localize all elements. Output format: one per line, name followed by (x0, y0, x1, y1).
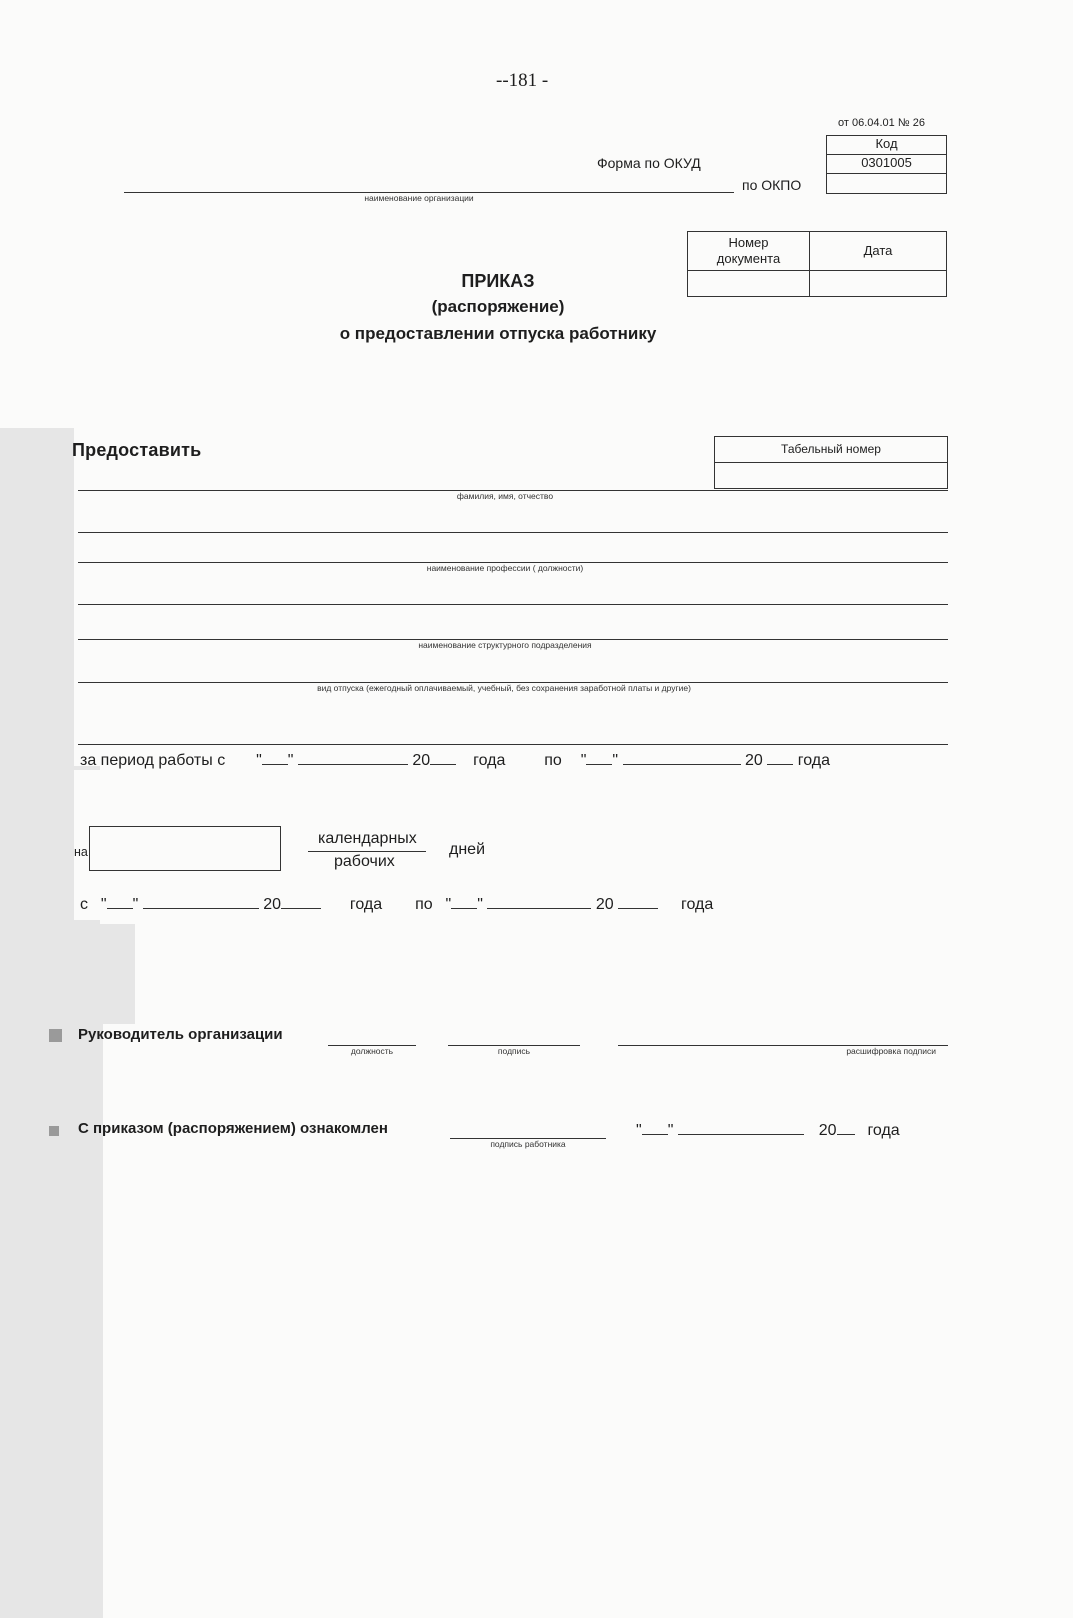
okud-code: 0301005 (861, 155, 912, 170)
department-caption: наименование структурного подразделения (418, 640, 592, 650)
scan-marker-2 (49, 1126, 59, 1136)
extra-line-3[interactable] (78, 744, 948, 745)
employee-signature-caption: подпись работника (490, 1139, 566, 1149)
period-quote-open: " (256, 752, 262, 769)
doc-number-value[interactable] (687, 270, 810, 297)
dates-from-year-prefix: 20 (263, 896, 281, 913)
dates-quote-close-2: " (477, 896, 483, 913)
okpo-label: по ОКПО (742, 177, 802, 193)
period-to-year-prefix: 20 (745, 752, 763, 769)
ack-date-row (636, 1120, 900, 1140)
period-quote-close: " (287, 752, 294, 769)
doc-date-header (809, 231, 947, 271)
period-row (80, 750, 830, 770)
period-quote-open-2: " (580, 752, 587, 769)
dates-row (80, 894, 713, 914)
okud-code-cell[interactable] (826, 154, 947, 174)
dates-from-day[interactable] (107, 894, 133, 909)
doc-number-header-line2: документа (716, 251, 781, 266)
duration-on: на (74, 845, 88, 859)
organization-caption: наименование организации (364, 193, 474, 203)
ack-day[interactable] (642, 1120, 668, 1135)
form-reference: от 06.04.01 № 26 (838, 117, 925, 129)
ack-quote-close: " (667, 1122, 674, 1139)
tab-number-header-text: Табельный номер (781, 442, 881, 456)
dates-to-year[interactable] (618, 894, 658, 909)
duration-calendar: календарных (318, 830, 417, 847)
period-from-day[interactable] (262, 750, 288, 765)
days-count-box[interactable] (89, 826, 281, 871)
scan-marker-1 (49, 1029, 62, 1042)
dates-to-day[interactable] (451, 894, 477, 909)
doc-number-header-line1: Номер (728, 235, 769, 250)
ack-year-word: года (867, 1122, 900, 1139)
dates-to-year-word: года (680, 896, 714, 913)
dates-from-year[interactable] (281, 894, 321, 909)
title-line2: (распоряжение) (431, 297, 565, 316)
duration-working: рабочих (334, 853, 395, 870)
dates-from: с (80, 896, 88, 913)
head-position-caption: должность (350, 1046, 394, 1056)
dates-quote-open-2: " (445, 896, 452, 913)
ack-quote-open: " (636, 1122, 642, 1139)
ack-year-prefix: 20 (818, 1122, 837, 1139)
okud-label: Форма по ОКУД (597, 155, 701, 171)
scan-shadow-top (0, 428, 74, 766)
period-prefix: за период работы с (80, 752, 226, 769)
duration-days: дней (449, 841, 486, 858)
dates-to-year-prefix: 20 (595, 896, 614, 913)
duration-fraction-line (308, 851, 426, 852)
period-to-month[interactable] (623, 750, 741, 765)
title-line3: о предоставлении отпуска работнику (339, 324, 657, 343)
period-quote-close-2: " (612, 752, 619, 769)
period-to-year-word: года (797, 752, 830, 769)
extra-line-1[interactable] (78, 532, 948, 533)
dates-to-month[interactable] (487, 894, 591, 909)
period-from-year-word: года (473, 752, 506, 769)
title-line1: ПРИКАЗ (461, 271, 535, 291)
dates-from-month[interactable] (143, 894, 259, 909)
doc-date-value[interactable] (809, 270, 947, 297)
doc-date-header-text: Дата (863, 243, 893, 258)
scan-shadow-bottom (0, 1024, 103, 1618)
code-header: Код (875, 136, 898, 151)
page-number: --181 - (496, 70, 549, 91)
head-label: Руководитель организации (78, 1026, 283, 1043)
dates-quote-open: " (100, 896, 107, 913)
period-from-year[interactable] (430, 750, 456, 765)
extra-line-2[interactable] (78, 604, 948, 605)
fio-caption: фамилия, имя, отчество (456, 491, 554, 501)
period-from-month[interactable] (298, 750, 408, 765)
ack-year[interactable] (837, 1120, 855, 1135)
period-to-year[interactable] (767, 750, 793, 765)
grant-label: Предоставить (72, 440, 202, 460)
head-decoding-caption: расшифровка подписи (846, 1046, 936, 1056)
dates-quote-close: " (132, 896, 139, 913)
period-to-day[interactable] (586, 750, 612, 765)
dates-to: по (415, 896, 433, 913)
code-header-cell (826, 135, 947, 155)
head-signature-caption: подпись (497, 1046, 531, 1056)
profession-caption: наименование профессии ( должности) (426, 563, 584, 573)
okpo-code-cell[interactable] (826, 173, 947, 194)
leave-type-caption: вид отпуска (ежегодный оплачиваемый, учебный, без сохранения заработной платы и другие) (317, 683, 691, 693)
doc-number-header (687, 231, 810, 271)
ack-month[interactable] (678, 1120, 804, 1135)
tab-number-value[interactable] (714, 462, 948, 489)
period-to: по (544, 752, 562, 769)
tab-number-header (714, 436, 948, 463)
ack-label: С приказом (распоряжением) ознакомлен (78, 1120, 388, 1137)
dates-from-year-word: года (349, 896, 383, 913)
period-from-year-prefix: 20 (412, 752, 431, 769)
